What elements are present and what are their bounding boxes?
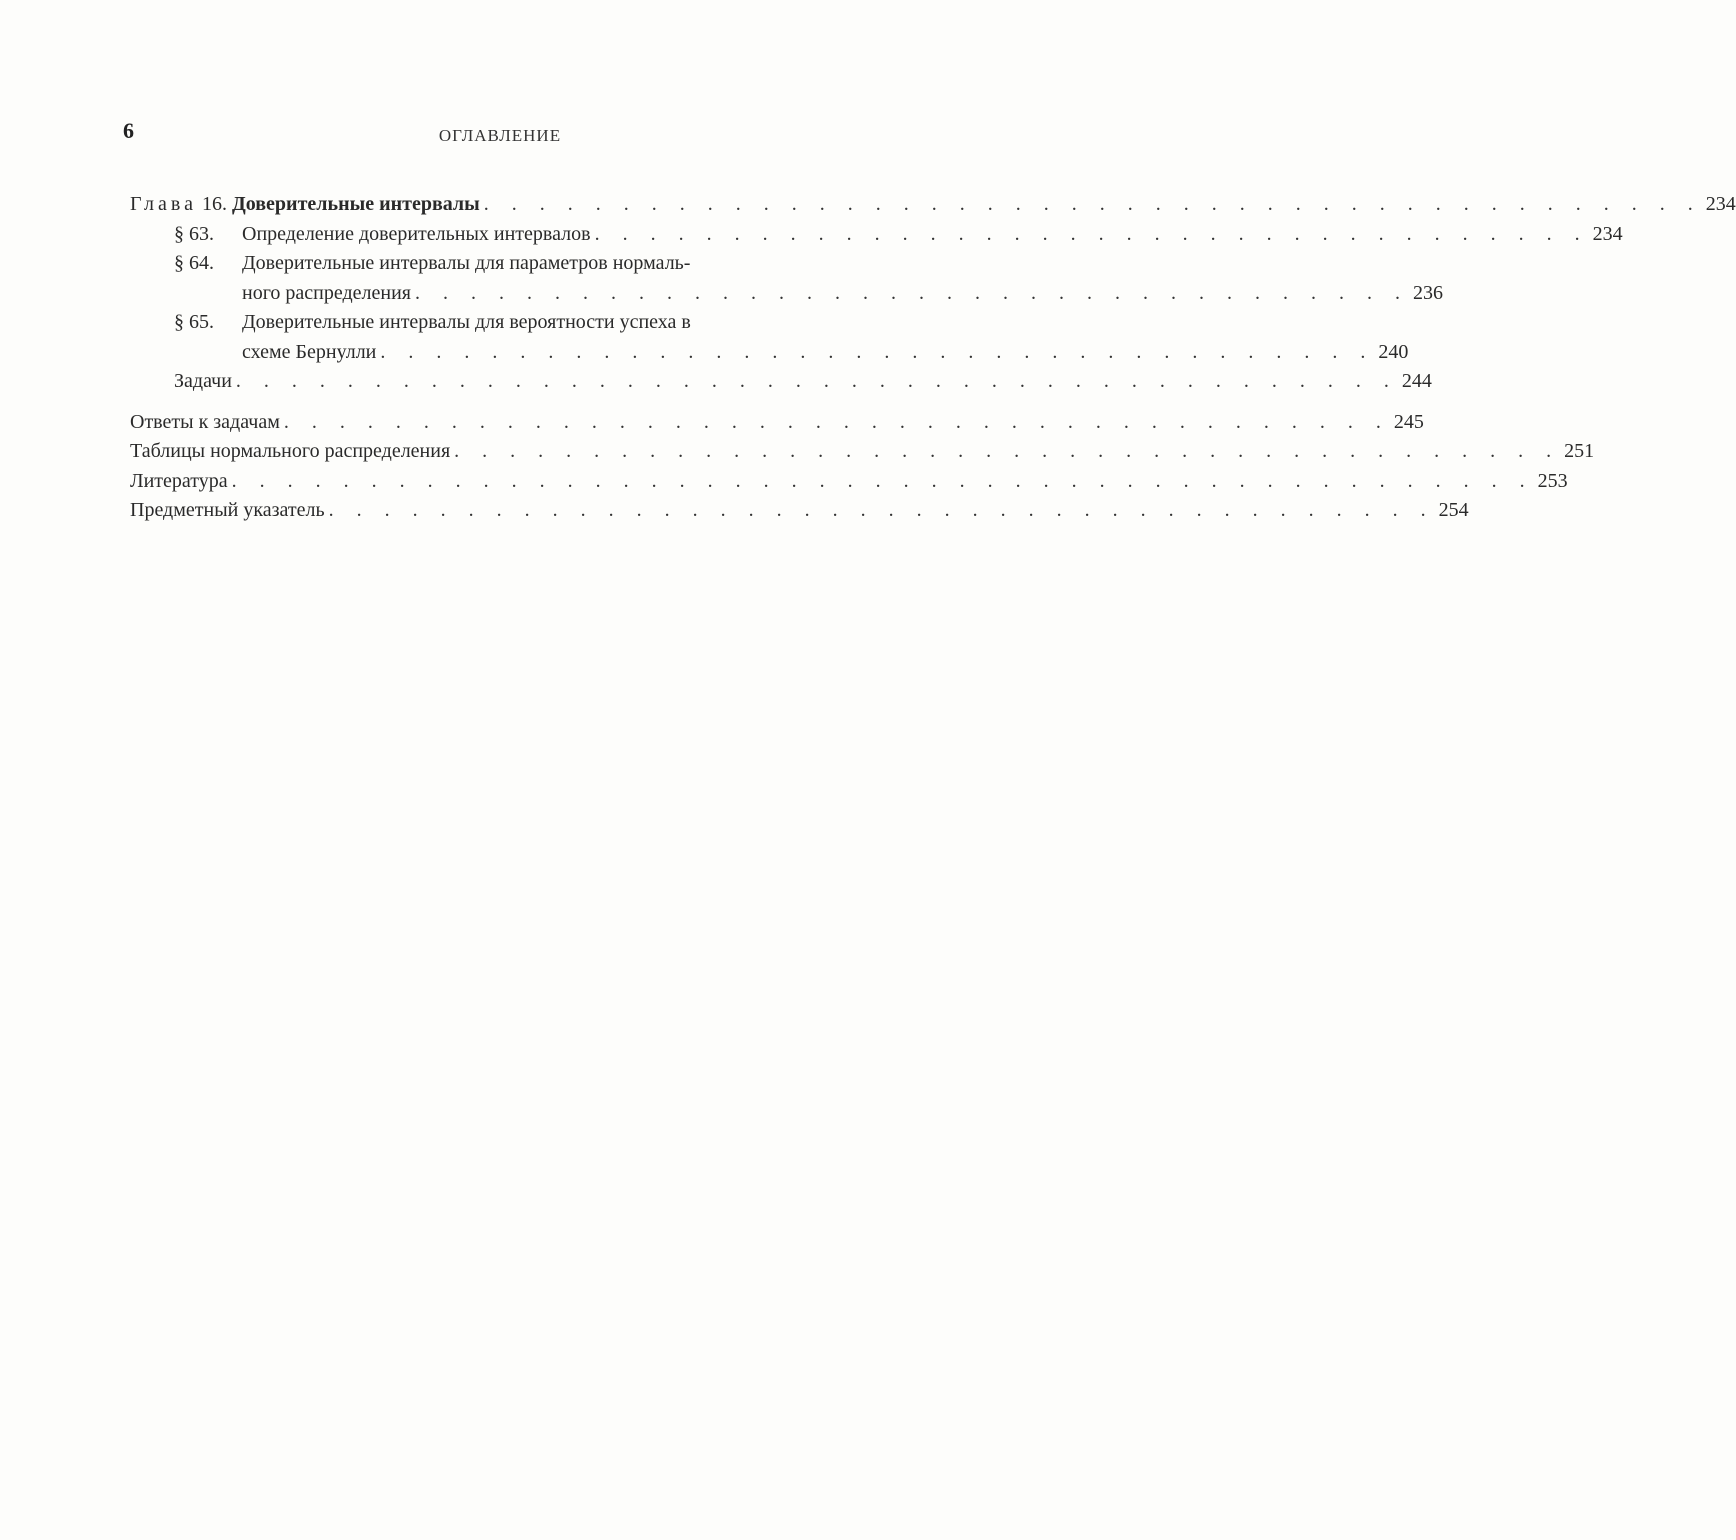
leader-dots: . . . . . . . . . . . . . . . . . . . . . . . . . . . . . . . . . . . . . . . . . .: [235, 370, 1398, 392]
section-mark: § 63.: [174, 222, 214, 245]
leader-dots: . . . . . . . . . . . . . . . . . . . . . . . . . . . . . . . . . . . . . . . .: [454, 440, 1561, 462]
backmatter-page: 253: [1537, 469, 1568, 492]
problems-title: Задачи: [174, 370, 232, 392]
table-of-contents: [130, 190, 1736, 526]
leader-dots: . . . . . . . . . . . . . . . . . . . . . . . . . . . . . . . . . . . .: [594, 222, 1589, 245]
backmatter-page: 245: [1393, 410, 1424, 433]
chapter-page: 234: [1705, 193, 1736, 215]
toc-problems-entry: [130, 367, 1432, 397]
section-name: Доверительные интервалы для параметров нормаль-: [242, 252, 691, 274]
section-mark: § 65.: [174, 311, 214, 333]
section-title: [174, 220, 591, 250]
problems-page: 244: [1401, 370, 1432, 392]
section-page: 234: [1592, 222, 1623, 245]
section-mark: § 64.: [174, 252, 214, 274]
toc-section-entry: [130, 249, 1443, 308]
toc-section-entry: [130, 220, 1623, 250]
leader-dots: . . . . . . . . . . . . . . . . . . . . . . . . . . . . . . . . . . . . . . . . . . . . . . .: [231, 469, 1534, 492]
section-title-line1: [174, 249, 690, 279]
section-page: 240: [1378, 340, 1409, 363]
section-title-line1: [174, 308, 691, 338]
chapter-name: Доверительные интервалы: [231, 193, 480, 215]
backmatter-title: Предметный указатель: [130, 499, 325, 521]
toc-backmatter-entry: [130, 408, 1424, 438]
section-page: 236: [1413, 281, 1443, 304]
running-title: ОГЛАВЛЕНИЕ: [438, 126, 562, 145]
backmatter-title: Литература: [130, 469, 228, 492]
section-title-line2: схеме Бернулли: [242, 340, 377, 363]
section-name: Доверительные интервалы для вероятности успеха в: [242, 311, 691, 333]
chapter-number: 16.: [201, 193, 227, 215]
page-number: 6: [123, 118, 134, 143]
toc-chapter-entry: [130, 190, 1736, 220]
toc-backmatter-entry: [130, 496, 1469, 526]
leader-dots: . . . . . . . . . . . . . . . . . . . . . . . . . . . . . . . . . . . . . . . . . . . .: [483, 193, 1702, 215]
backmatter-title: Таблицы нормального распределения: [130, 440, 451, 462]
chapter-title: [130, 190, 480, 220]
toc-backmatter-entry: [130, 437, 1595, 467]
leader-dots: . . . . . . . . . . . . . . . . . . . . . . . . . . . . . . . . . . . .: [415, 281, 1409, 304]
backmatter-title: Ответы к задачам: [130, 410, 280, 433]
backmatter-page: 254: [1438, 499, 1469, 521]
leader-dots: . . . . . . . . . . . . . . . . . . . . . . . . . . . . . . . . . . . .: [380, 340, 1375, 363]
chapter-prefix: Глава: [130, 193, 197, 215]
toc-backmatter-entry: [130, 467, 1568, 497]
leader-dots: . . . . . . . . . . . . . . . . . . . . . . . . . . . . . . . . . . . . . . . .: [283, 410, 1390, 433]
leader-dots: . . . . . . . . . . . . . . . . . . . . . . . . . . . . . . . . . . . . . . . .: [328, 499, 1435, 521]
section-title-line2: ного распределения: [242, 281, 411, 304]
toc-section-entry: [130, 308, 1409, 367]
section-name: Определение доверительных интервалов: [242, 222, 591, 245]
backmatter-page: 251: [1564, 440, 1595, 462]
